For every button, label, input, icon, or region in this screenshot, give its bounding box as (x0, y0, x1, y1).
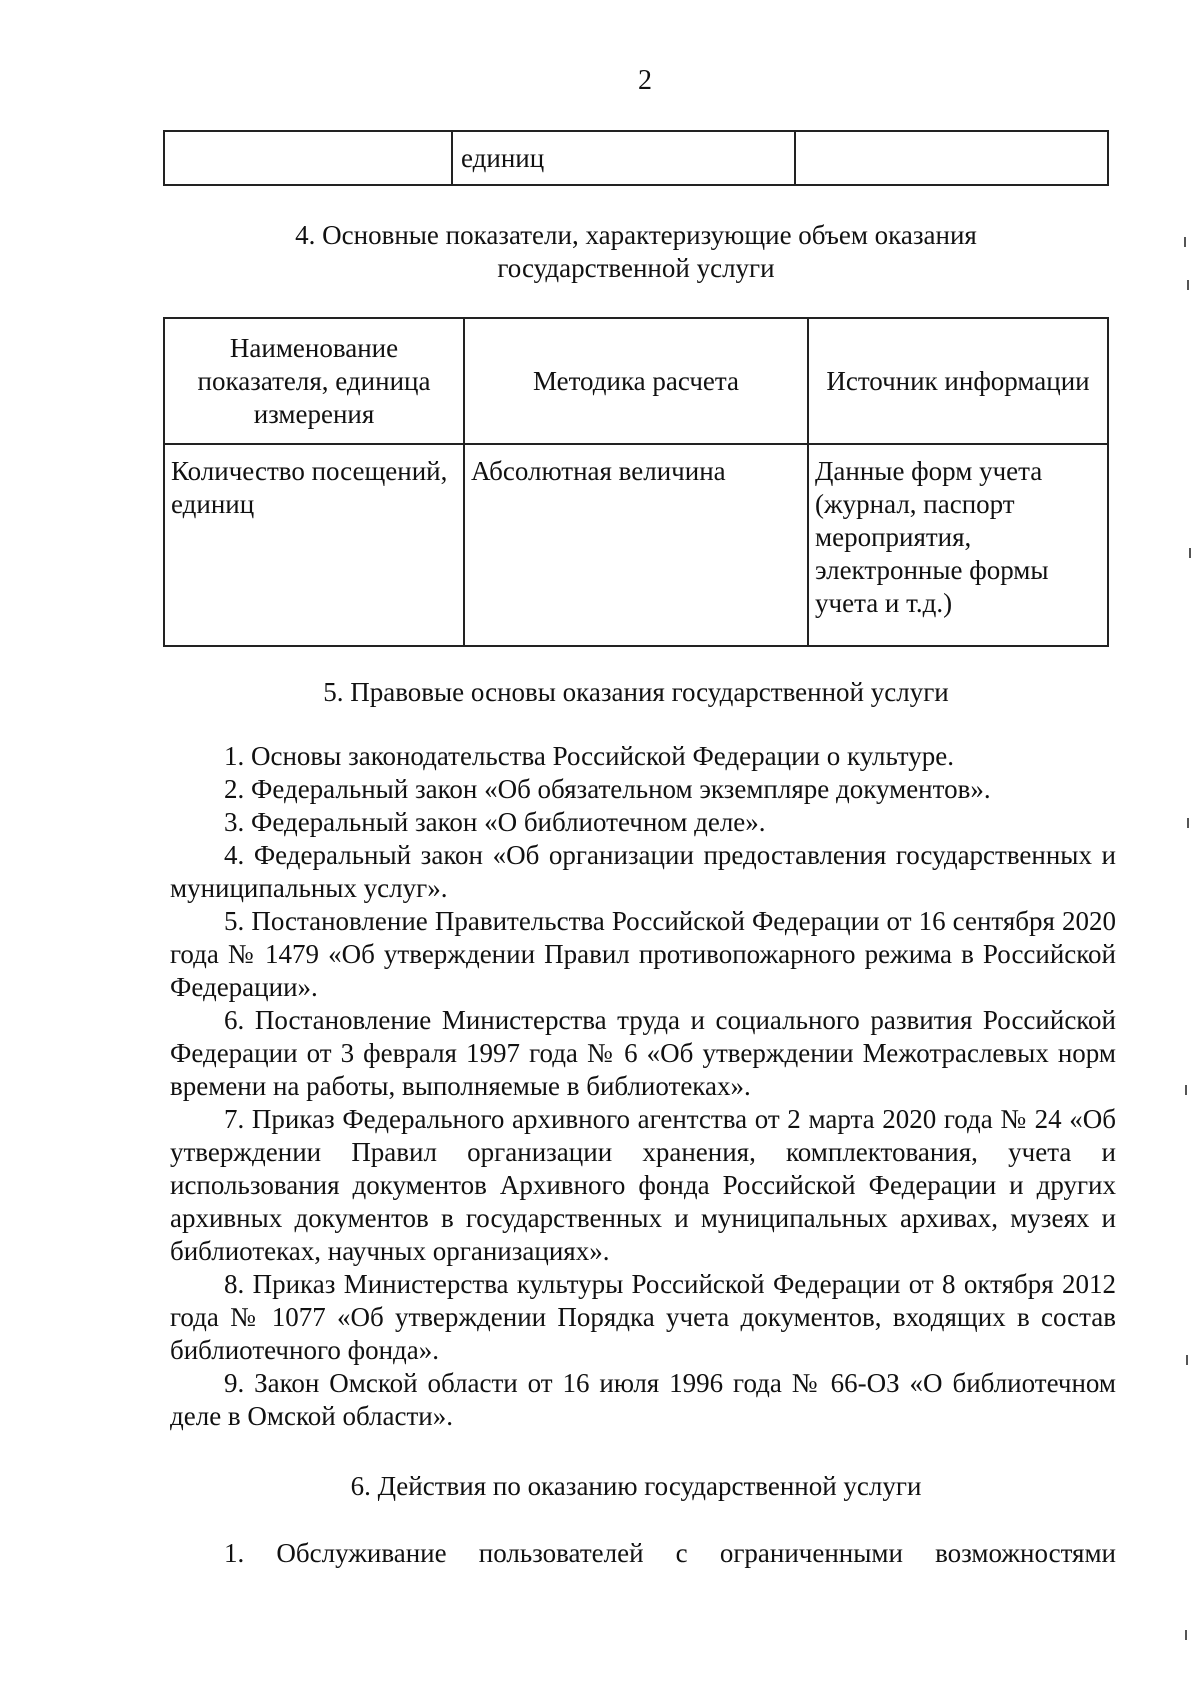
list-item: 6. Постановление Министерства труда и социального развития Российской Федерации от 3 февраля 1997 года № 6 «Об утверждении Межотраслевых норм времени на работы, выполняемые в библиотеках». (170, 1005, 1116, 1101)
cell-source: Данные форм учета (журнал, паспорт мероприятия, электронные формы учета и т.д.) (808, 444, 1108, 646)
header-method: Методика расчета (464, 318, 808, 444)
cell-method: Абсолютная величина (464, 444, 808, 646)
cell-indicator-name: Количество посещений, единиц (164, 444, 464, 646)
table-cell (795, 131, 1108, 185)
section4-title (163, 219, 1109, 285)
list-item: 7. Приказ Федерального архивного агентства от 2 марта 2020 года № 24 «Об утверждении Правил организации хранения, комплектования, учета и использования документов Архивного фонда Российской Федерации и других архивных документов в государственных и муниципальных архивах, музеях и библиотеках, научных организациях». (170, 1104, 1116, 1266)
list-item: 9. Закон Омской области от 16 июля 1996 года № 66-ОЗ «О библиотечном деле в Омской области». (170, 1368, 1116, 1431)
list-item: 5. Постановление Правительства Российской Федерации от 16 сентября 2020 года № 1479 «Об утверждении Правил противопожарного режима в Российской Федерации». (170, 906, 1116, 1002)
section6-title: 6. Действия по оказанию государственной услуги (350, 1471, 922, 1501)
scan-mark (1185, 1630, 1187, 1640)
scan-mark (1187, 280, 1189, 290)
table-row (164, 131, 1108, 185)
list-item: 8. Приказ Министерства культуры Российской Федерации от 8 октября 2012 года № 1077 «Об утверждении Порядка учета документов, входящих в состав библиотечного фонда». (170, 1269, 1116, 1365)
continuation-table (163, 130, 1109, 186)
scan-mark (1185, 1085, 1187, 1095)
table-cell (164, 131, 452, 185)
section4-title-line2: государственной услуги (497, 253, 775, 283)
section4-title-line1: 4. Основные показатели, характеризующие объем оказания (295, 220, 977, 250)
list-item: 4. Федеральный закон «Об организации предоставления государственных и муниципальных услуг». (170, 840, 1116, 903)
scan-mark (1184, 237, 1186, 247)
section6-first-item: 1. Обслуживание пользователей с ограниченными возможностями (224, 1538, 1116, 1568)
list-item: 3. Федеральный закон «О библиотечном деле». (224, 807, 766, 837)
scan-mark (1186, 1355, 1188, 1365)
scan-mark (1189, 548, 1191, 558)
scan-mark (1187, 818, 1189, 828)
page-number: 2 (638, 65, 652, 96)
header-indicator-name: Наименование показателя, единица измерения (164, 318, 464, 444)
indicators-table (163, 317, 1109, 647)
table-cell: единиц (452, 131, 795, 185)
table-header-row (164, 318, 1108, 444)
list-item: 2. Федеральный закон «Об обязательном экземпляре документов». (224, 774, 991, 804)
legal-basis-list (170, 740, 1116, 1433)
table-row (164, 444, 1108, 646)
section5-title: 5. Правовые основы оказания государственной услуги (323, 677, 949, 707)
list-item: 1. Основы законодательства Российской Федерации о культуре. (224, 741, 954, 771)
header-source: Источник информации (808, 318, 1108, 444)
